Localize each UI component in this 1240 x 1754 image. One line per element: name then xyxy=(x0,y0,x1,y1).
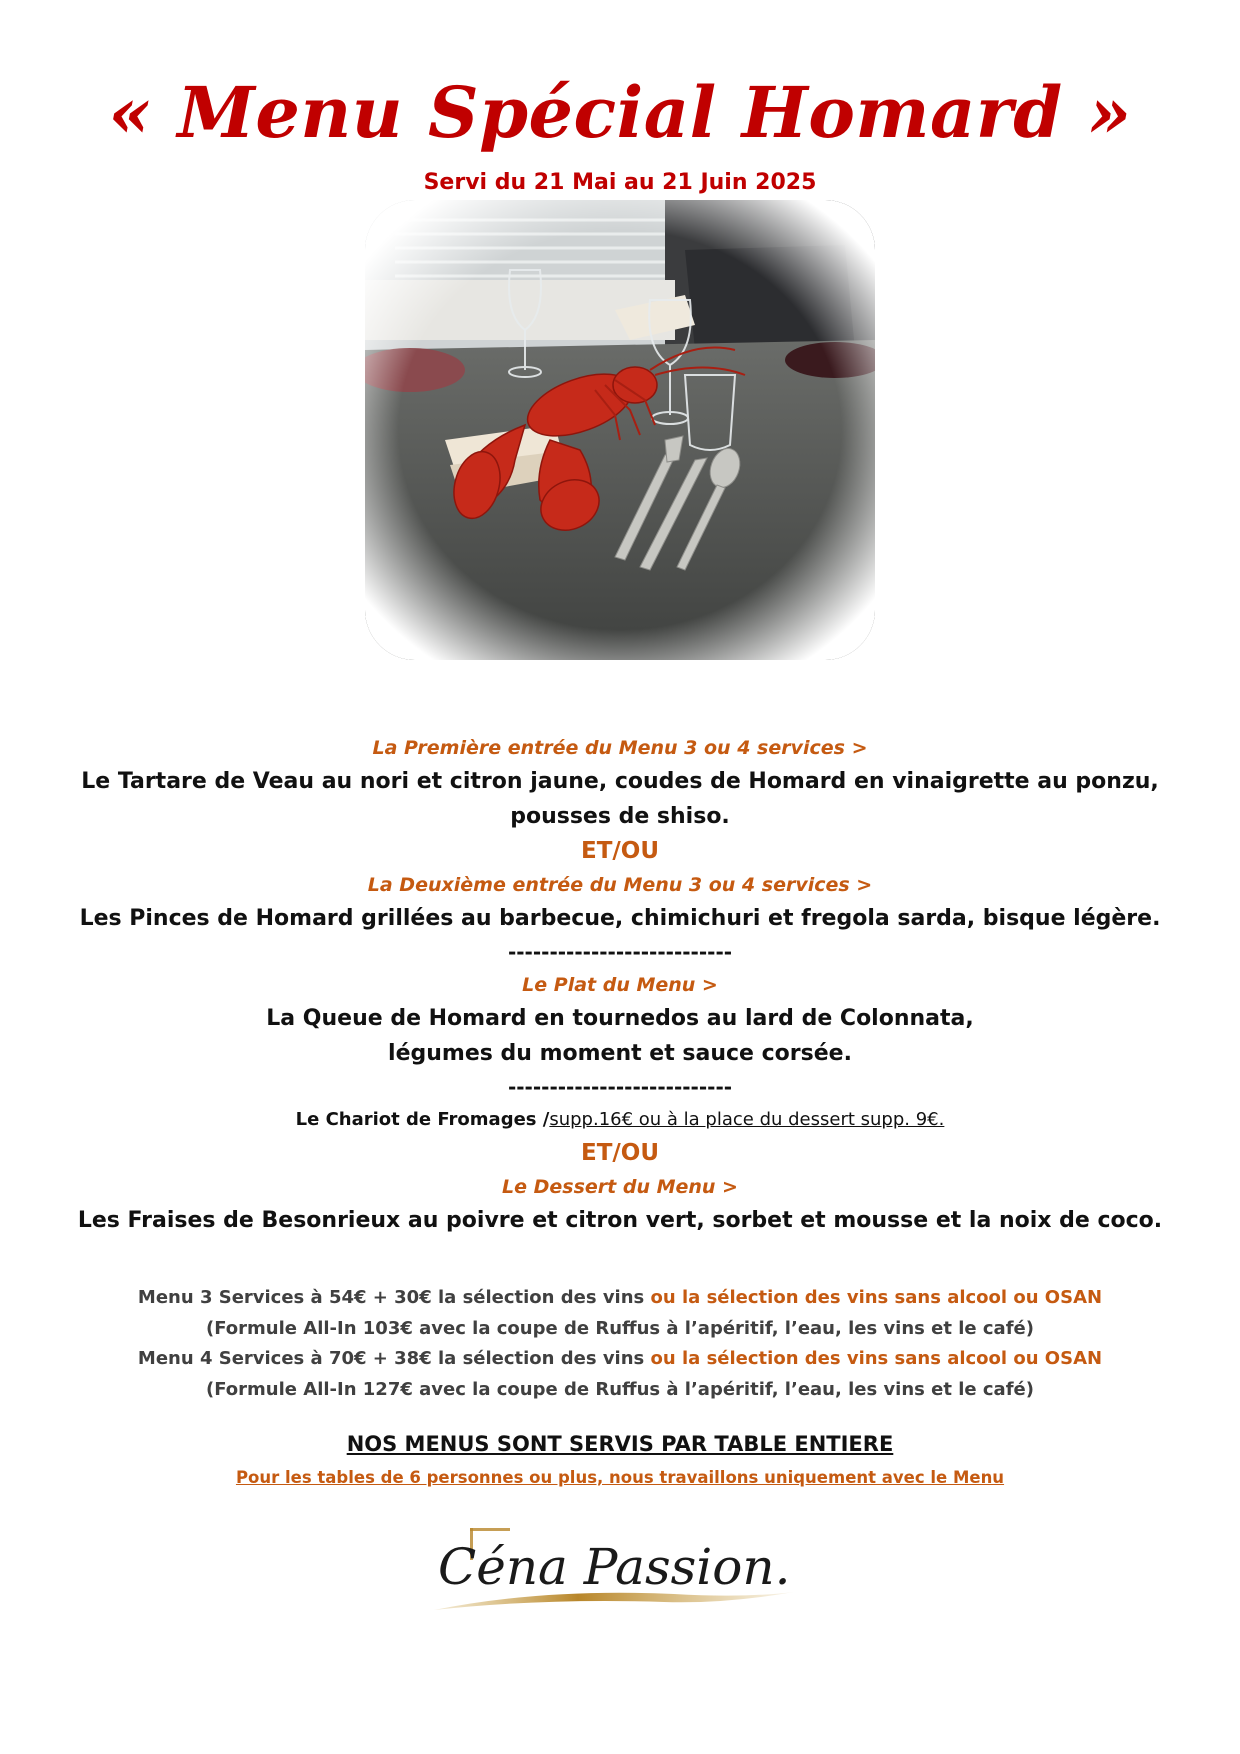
dessert-label: Le Dessert du Menu > xyxy=(502,1176,738,1198)
second-starter-dish: Les Pinces de Homard grillées au barbecue, chimichuri et fregola sarda, bisque légère. xyxy=(79,906,1161,931)
dash-separator: --------------------------- xyxy=(507,1075,733,1099)
dessert-dish: Les Fraises de Besonrieux au poivre et citron vert, sorbet et mousse et la noix de coco. xyxy=(77,1208,1163,1233)
second-starter-label: La Deuxième entrée du Menu 3 ou 4 services > xyxy=(367,874,873,896)
and-or-divider: ET/OU xyxy=(580,1140,660,1166)
table-policy-title: NOS MENUS SONT SERVIS PAR TABLE ENTIERE xyxy=(346,1432,894,1456)
first-starter-dish-line2: pousses de shiso. xyxy=(510,804,730,829)
menu4-price-line xyxy=(40,1344,1200,1375)
main-course-label: Le Plat du Menu > xyxy=(522,974,718,996)
cheese-trolley-supplement: supp.16€ ou à la place du dessert supp. 9€. xyxy=(549,1109,945,1130)
menu3-all-in: (Formule All-In 103€ avec la coupe de Ruffus à l’apéritif, l’eau, les vins et le café) xyxy=(206,1317,1034,1339)
main-course-dish-line2: légumes du moment et sauce corsée. xyxy=(388,1041,852,1066)
cheese-trolley-name: Le Chariot de Fromages / xyxy=(295,1109,550,1130)
menu4-all-in: (Formule All-In 127€ avec la coupe de Ruffus à l’apéritif, l’eau, les vins et le café) xyxy=(206,1378,1034,1400)
menu-courses xyxy=(60,732,1180,1238)
first-starter-label: La Première entrée du Menu 3 ou 4 services > xyxy=(372,737,868,759)
menu4-alt-pairing: ou la sélection des vins sans alcool ou OSAN xyxy=(650,1348,1103,1369)
cheese-trolley-line xyxy=(60,1104,1180,1136)
menu3-price: Menu 3 Services à 54€ + 30€ la sélection des vins xyxy=(137,1287,645,1308)
pricing-block xyxy=(40,1283,1200,1405)
dash-separator: --------------------------- xyxy=(507,940,733,964)
service-dates: Servi du 21 Mai au 21 Juin 2025 xyxy=(423,170,817,195)
and-or-divider: ET/OU xyxy=(580,838,660,864)
cena-passion-logo xyxy=(424,1518,810,1622)
logo-wordmark: Céna Passion. xyxy=(438,1538,791,1596)
menu3-price-line xyxy=(40,1283,1200,1314)
table-policy-subtitle: Pour les tables de 6 personnes ou plus, nous travaillons uniquement avec le Menu xyxy=(235,1468,1005,1487)
page-title: « Menu Spécial Homard » xyxy=(108,71,1132,154)
menu4-price: Menu 4 Services à 70€ + 38€ la sélection des vins xyxy=(137,1348,645,1369)
first-starter-dish-line1: Le Tartare de Veau au nori et citron jaune, coudes de Homard en vinaigrette au ponzu, xyxy=(81,769,1159,794)
main-course-dish-line1: La Queue de Homard en tournedos au lard de Colonnata, xyxy=(266,1006,974,1031)
menu3-alt-pairing: ou la sélection des vins sans alcool ou OSAN xyxy=(650,1287,1103,1308)
lobster-photo xyxy=(365,200,875,660)
